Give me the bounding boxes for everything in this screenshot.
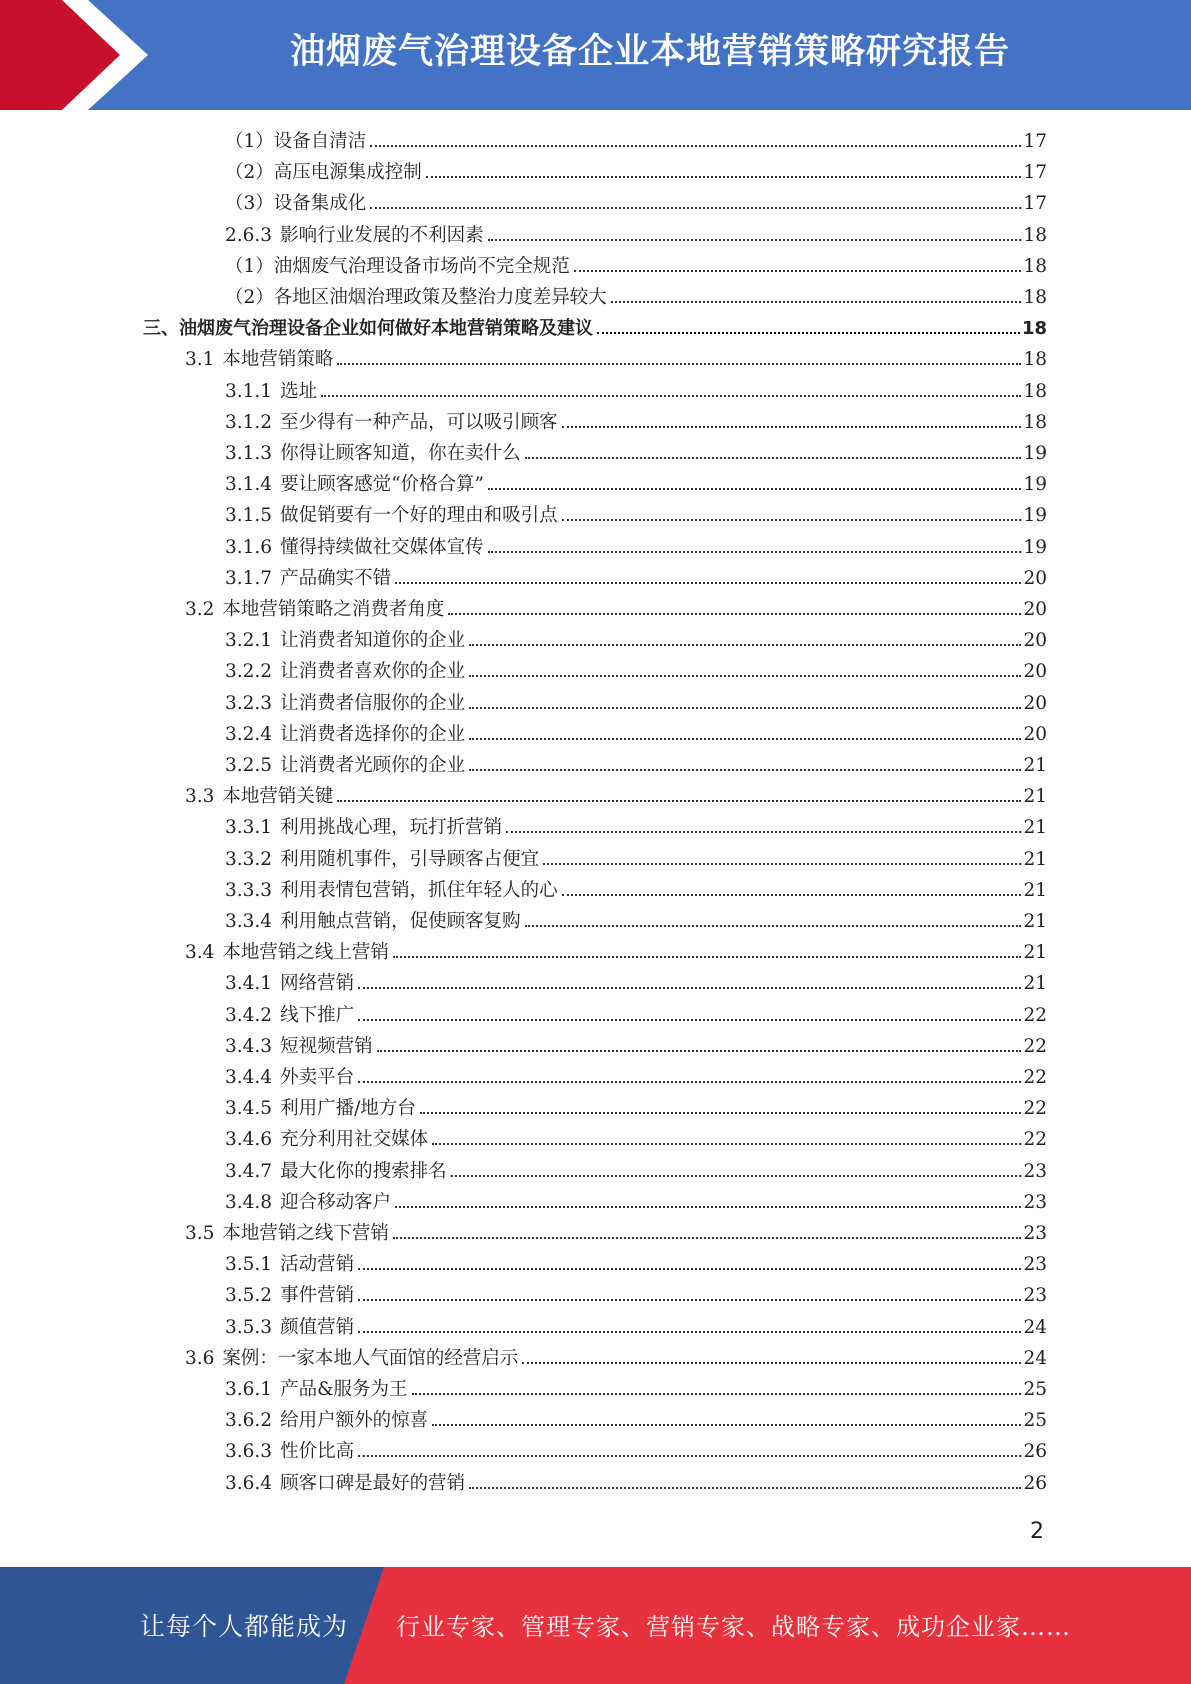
toc-entry-title: 网络营销 xyxy=(280,973,355,995)
toc-entry-title: 产品&服务为王 xyxy=(280,1379,408,1400)
toc-entry-page: 22 xyxy=(1023,1098,1047,1120)
toc-entry-page: 20 xyxy=(1023,567,1047,589)
toc-entry-number: 3.2.3 xyxy=(225,692,273,714)
toc-entry-title: 顾客口碑是最好的营销 xyxy=(280,1472,466,1494)
toc-leader-dots xyxy=(337,800,1021,802)
toc-leader-dots xyxy=(562,894,1022,896)
toc-entry-page: 17 xyxy=(1023,193,1047,215)
toc-entry[interactable] xyxy=(143,314,1047,345)
toc-entry-number: 3.6.1 xyxy=(225,1379,273,1400)
toc-entry[interactable] xyxy=(225,1001,1047,1032)
toc-leader-dots xyxy=(597,332,1020,334)
toc-entry-page: 23 xyxy=(1023,1223,1047,1244)
toc-leader-dots xyxy=(393,956,1022,958)
toc-entry-number: 3.5.2 xyxy=(225,1285,273,1307)
toc-entry-page: 18 xyxy=(1023,380,1047,402)
toc-leader-dots xyxy=(358,1455,1021,1457)
toc-entry-title: 高压电源集成控制 xyxy=(273,162,422,184)
toc-entry-number: 3.6.3 xyxy=(225,1441,273,1463)
toc-entry[interactable] xyxy=(225,377,1047,408)
toc-leader-dots xyxy=(337,363,1021,365)
toc-leader-dots xyxy=(395,1206,1021,1208)
toc-entry[interactable] xyxy=(225,283,1047,314)
toc-entry-title: 迎合移动客户 xyxy=(280,1191,392,1213)
toc-entry-title: 你得让顾客知道，你在卖什么 xyxy=(280,443,521,464)
toc-entry-page: 21 xyxy=(1023,911,1047,932)
toc-entry[interactable] xyxy=(225,1094,1047,1125)
toc-leader-dots xyxy=(358,1081,1021,1083)
toc-entry-number: 3.5 xyxy=(185,1223,215,1244)
footer-slogan-right: 行业专家、管理专家、营销专家、战略专家、成功企业家…… xyxy=(396,1613,1071,1641)
toc-entry-page: 25 xyxy=(1023,1410,1047,1432)
toc-leader-dots xyxy=(358,1268,1021,1270)
toc-entry-number: 3.1.5 xyxy=(225,505,273,527)
toc-entry-title: 利用挑战心理，玩打折营销 xyxy=(280,817,503,839)
toc-entry-number: 3.1.1 xyxy=(225,380,273,402)
toc-leader-dots xyxy=(370,207,1021,209)
toc-entry[interactable] xyxy=(225,221,1047,252)
toc-entry[interactable] xyxy=(225,1406,1047,1437)
toc-entry-number: 3.2.2 xyxy=(225,661,273,683)
toc-entry[interactable] xyxy=(225,845,1047,876)
toc-leader-dots xyxy=(358,987,1021,989)
toc-entry-title: 让消费者光顾你的企业 xyxy=(280,755,466,776)
toc-entry-number: 3.2.1 xyxy=(225,630,273,652)
toc-entry[interactable] xyxy=(185,782,1047,813)
toc-entry[interactable] xyxy=(225,1281,1047,1312)
toc-entry-page: 26 xyxy=(1023,1441,1047,1463)
toc-entry-number: （1） xyxy=(225,255,274,277)
toc-entry-page: 23 xyxy=(1023,1160,1047,1182)
toc-entry-number: 2.6.3 xyxy=(225,224,273,246)
page-number: 2 xyxy=(1030,1519,1044,1544)
toc-entry-number: 3.4.1 xyxy=(225,973,273,995)
toc-entry-number: 3.1 xyxy=(185,349,215,371)
toc-entry-number: 3.4.2 xyxy=(225,1004,273,1026)
toc-leader-dots xyxy=(370,145,1021,147)
toc-entry-title: 本地营销策略 xyxy=(222,349,334,371)
toc-entry-title: 让消费者选择你的企业 xyxy=(280,723,466,745)
toc-leader-dots xyxy=(393,1237,1022,1239)
toc-entry-number: 3.3.4 xyxy=(225,911,273,932)
page-header xyxy=(0,0,1191,110)
toc-entry[interactable] xyxy=(225,252,1047,283)
toc-entry[interactable] xyxy=(225,751,1047,782)
toc-entry-page: 24 xyxy=(1023,1316,1047,1338)
toc-entry[interactable] xyxy=(185,1344,1047,1375)
toc-entry[interactable] xyxy=(225,689,1047,720)
toc-entry-page: 24 xyxy=(1023,1347,1047,1369)
toc-entry-page: 26 xyxy=(1023,1472,1047,1494)
toc-entry-title: 活动营销 xyxy=(280,1254,355,1276)
toc-entry-number: 3.3.2 xyxy=(225,848,273,870)
toc-entry-page: 19 xyxy=(1023,443,1047,464)
toc-entry-title: 利用触点营销，促使顾客复购 xyxy=(280,911,521,932)
toc-leader-dots xyxy=(321,395,1021,397)
toc-entry-page: 20 xyxy=(1023,599,1047,620)
toc-entry-number: 3.1.7 xyxy=(225,567,273,589)
toc-entry-page: 18 xyxy=(1023,411,1047,433)
toc-entry-title: 让消费者喜欢你的企业 xyxy=(280,661,466,683)
toc-entry-title: 最大化你的搜索排名 xyxy=(280,1160,447,1182)
toc-entry-page: 18 xyxy=(1023,224,1047,246)
toc-entry-page: 20 xyxy=(1023,723,1047,745)
toc-leader-dots xyxy=(469,707,1021,709)
toc-entry-title: 油烟废气治理设备企业如何做好本地营销策略及建议 xyxy=(179,318,593,340)
toc-entry[interactable] xyxy=(225,408,1047,439)
toc-entry[interactable] xyxy=(225,907,1047,938)
toc-entry-title: 设备自清洁 xyxy=(273,131,367,152)
toc-entry[interactable] xyxy=(225,1375,1047,1406)
toc-entry[interactable] xyxy=(225,564,1047,595)
toc-entry-number: 3.3.3 xyxy=(225,879,273,901)
toc-entry-title: 设备集成化 xyxy=(273,193,367,215)
toc-entry-number: 3.4.8 xyxy=(225,1191,273,1213)
toc-entry-title: 选址 xyxy=(280,380,318,402)
toc-entry[interactable] xyxy=(225,1125,1047,1156)
toc-entry[interactable] xyxy=(185,595,1047,626)
toc-entry[interactable] xyxy=(225,1188,1047,1219)
toc-leader-dots xyxy=(611,301,1022,303)
toc-entry-number: 3.6.4 xyxy=(225,1472,273,1494)
toc-entry-title: 油烟废气治理设备市场尚不完全规范 xyxy=(273,255,570,277)
toc-entry-page: 22 xyxy=(1023,1129,1047,1151)
toc-entry-page: 20 xyxy=(1023,692,1047,714)
toc-entry-title: 本地营销之线上营销 xyxy=(222,942,389,964)
toc-entry-title: 事件营销 xyxy=(280,1285,355,1307)
toc-entry[interactable] xyxy=(225,1063,1047,1094)
toc-leader-dots xyxy=(488,239,1022,241)
toc-leader-dots xyxy=(469,1487,1021,1489)
toc-leader-dots xyxy=(426,176,1022,178)
toc-leader-dots xyxy=(448,613,1021,615)
toc-leader-dots xyxy=(358,1299,1021,1301)
toc-leader-dots xyxy=(562,426,1022,428)
toc-entry-title: 线下推广 xyxy=(280,1004,355,1026)
toc-entry[interactable] xyxy=(225,813,1047,844)
toc-leader-dots xyxy=(469,738,1021,740)
toc-leader-dots xyxy=(377,1050,1022,1052)
toc-entry-title: 性价比高 xyxy=(280,1441,355,1463)
toc-entry-number: 3.1.2 xyxy=(225,411,273,433)
toc-entry-number: 3.4.5 xyxy=(225,1098,273,1120)
toc-entry-page: 21 xyxy=(1023,942,1047,964)
toc-entry-title: 案例：一家本地人气面馆的经营启示 xyxy=(222,1347,519,1369)
toc-entry-number: 3.4 xyxy=(185,942,215,964)
toc-entry[interactable] xyxy=(225,1032,1047,1063)
toc-leader-dots xyxy=(543,863,1021,865)
toc-entry-page: 18 xyxy=(1023,287,1047,308)
toc-entry-page: 21 xyxy=(1023,848,1047,870)
toc-entry[interactable] xyxy=(225,1313,1047,1344)
toc-leader-dots xyxy=(574,270,1022,272)
toc-entry-number: 3.4.3 xyxy=(225,1035,273,1057)
toc-entry[interactable] xyxy=(225,533,1047,564)
toc-entry-number: 3.2 xyxy=(185,599,215,620)
toc-entry[interactable] xyxy=(225,470,1047,501)
toc-entry[interactable] xyxy=(185,1219,1047,1250)
toc-entry-title: 利用表情包营销，抓住年轻人的心 xyxy=(280,879,558,901)
toc-entry-title: 本地营销策略之消费者角度 xyxy=(222,599,445,620)
toc-entry[interactable] xyxy=(225,720,1047,751)
toc-entry-number: 3.3 xyxy=(185,786,215,808)
toc-entry-number: 3.4.7 xyxy=(225,1160,273,1182)
toc-leader-dots xyxy=(506,831,1021,833)
toc-entry-page: 19 xyxy=(1023,474,1047,496)
toc-leader-dots xyxy=(562,519,1022,521)
toc-entry-number: 3.5.3 xyxy=(225,1316,273,1338)
toc-entry-title: 产品确实不错 xyxy=(280,567,392,589)
report-title: 油烟废气治理设备企业本地营销策略研究报告 xyxy=(289,32,1010,72)
toc-entry-number: 3.2.5 xyxy=(225,755,273,776)
toc-entry-title: 懂得持续做社交媒体宣传 xyxy=(280,536,484,558)
toc-entry[interactable] xyxy=(225,1469,1047,1500)
toc-entry-number: 3.1.6 xyxy=(225,536,273,558)
toc-entry[interactable] xyxy=(225,501,1047,532)
toc-entry[interactable] xyxy=(225,439,1047,470)
page-footer xyxy=(0,1567,1191,1684)
toc-entry-page: 21 xyxy=(1023,755,1047,776)
toc-entry-number: 3.6.2 xyxy=(225,1410,273,1432)
toc-entry-title: 给用户额外的惊喜 xyxy=(280,1410,429,1432)
toc-entry-title: 充分利用社交媒体 xyxy=(280,1129,429,1151)
toc-leader-dots xyxy=(469,675,1021,677)
toc-entry-number: 3.4.4 xyxy=(225,1067,273,1088)
toc-leader-dots xyxy=(522,1362,1021,1364)
toc-entry[interactable] xyxy=(225,657,1047,688)
toc-entry-page: 22 xyxy=(1023,1035,1047,1057)
toc-entry[interactable] xyxy=(225,1437,1047,1468)
toc-entry-page: 22 xyxy=(1023,1004,1047,1026)
toc-entry-title: 短视频营销 xyxy=(280,1035,373,1057)
toc-entry-page: 17 xyxy=(1023,162,1047,184)
toc-entry-page: 23 xyxy=(1023,1285,1047,1307)
toc-entry-page: 18 xyxy=(1023,255,1047,277)
toc-entry[interactable] xyxy=(185,938,1047,969)
toc-entry[interactable] xyxy=(185,345,1047,376)
toc-entry-title: 各地区油烟治理政策及整治力度差异较大 xyxy=(273,287,607,308)
toc-entry-number: 三、 xyxy=(143,318,179,340)
toc-entry[interactable] xyxy=(225,876,1047,907)
toc-entry-number: 3.4.6 xyxy=(225,1129,273,1151)
toc-entry-page: 19 xyxy=(1023,505,1047,527)
toc-entry-number: 3.6 xyxy=(185,1347,215,1369)
toc-entry-title: 利用随机事件，引导顾客占便宜 xyxy=(280,848,540,870)
toc-entry-number: 3.3.1 xyxy=(225,817,273,839)
toc-entry-page: 18 xyxy=(1021,318,1047,340)
toc-entry[interactable] xyxy=(225,626,1047,657)
toc-leader-dots xyxy=(469,644,1021,646)
toc-entry-page: 18 xyxy=(1023,349,1047,371)
toc-leader-dots xyxy=(420,1112,1022,1114)
toc-entry[interactable] xyxy=(225,127,1047,158)
toc-entry-page: 17 xyxy=(1023,131,1047,152)
toc-entry-page: 21 xyxy=(1023,973,1047,995)
toc-entry[interactable] xyxy=(225,189,1047,220)
toc-leader-dots xyxy=(358,1019,1021,1021)
toc-entry-number: 3.1.3 xyxy=(225,443,273,464)
toc-entry-title: 本地营销关键 xyxy=(222,786,334,808)
toc-entry-page: 21 xyxy=(1023,879,1047,901)
toc-entry-title: 颜值营销 xyxy=(280,1316,355,1338)
toc-leader-dots xyxy=(488,488,1021,490)
toc-entry-number: 3.2.4 xyxy=(225,723,273,745)
toc-entry-title: 让消费者信服你的企业 xyxy=(280,692,466,714)
toc-entry-title: 外卖平台 xyxy=(280,1067,355,1088)
toc-leader-dots xyxy=(358,1331,1021,1333)
toc-entry-number: 3.1.4 xyxy=(225,474,273,496)
toc-leader-dots xyxy=(525,925,1022,927)
toc-leader-dots xyxy=(412,1393,1022,1395)
toc-leader-dots xyxy=(525,457,1022,459)
toc-entry[interactable] xyxy=(225,158,1047,189)
toc-entry-page: 22 xyxy=(1023,1067,1047,1088)
toc-entry-title: 做促销要有一个好的理由和吸引点 xyxy=(280,505,558,527)
toc-leader-dots xyxy=(469,769,1021,771)
toc-leader-dots xyxy=(395,582,1021,584)
toc-entry-page: 25 xyxy=(1023,1379,1047,1400)
toc-entry[interactable] xyxy=(225,1250,1047,1281)
toc-entry-page: 20 xyxy=(1023,630,1047,652)
toc-entry-title: 至少得有一种产品，可以吸引顾客 xyxy=(280,411,558,433)
toc-entry-page: 23 xyxy=(1023,1191,1047,1213)
toc-entry[interactable] xyxy=(225,969,1047,1000)
toc-entry-title: 影响行业发展的不利因素 xyxy=(280,224,484,246)
toc-entry-page: 23 xyxy=(1023,1254,1047,1276)
toc-entry-page: 19 xyxy=(1023,536,1047,558)
toc-leader-dots xyxy=(451,1175,1022,1177)
toc-leader-dots xyxy=(432,1143,1021,1145)
toc-entry[interactable] xyxy=(225,1157,1047,1188)
toc-entry-title: 利用广播/地方台 xyxy=(280,1098,416,1120)
toc-entry-title: 让消费者知道你的企业 xyxy=(280,630,466,652)
toc-entry-number: （2） xyxy=(225,287,274,308)
toc-entry-page: 21 xyxy=(1023,786,1047,808)
toc-entry-number: （1） xyxy=(225,131,274,152)
toc-entry-page: 21 xyxy=(1023,817,1047,839)
toc-entry-number: 3.5.1 xyxy=(225,1254,273,1276)
footer-slogan-left: 让每个人都能成为 xyxy=(140,1612,349,1641)
toc-entry-title: 要让顾客感觉“价格合算” xyxy=(280,474,484,496)
toc-entry-number: （2） xyxy=(225,162,274,184)
toc-entry-title: 本地营销之线下营销 xyxy=(222,1223,389,1244)
toc-entry-page: 20 xyxy=(1023,661,1047,683)
toc-leader-dots xyxy=(488,551,1022,553)
toc-leader-dots xyxy=(432,1424,1021,1426)
toc-entry-number: （3） xyxy=(225,193,274,215)
